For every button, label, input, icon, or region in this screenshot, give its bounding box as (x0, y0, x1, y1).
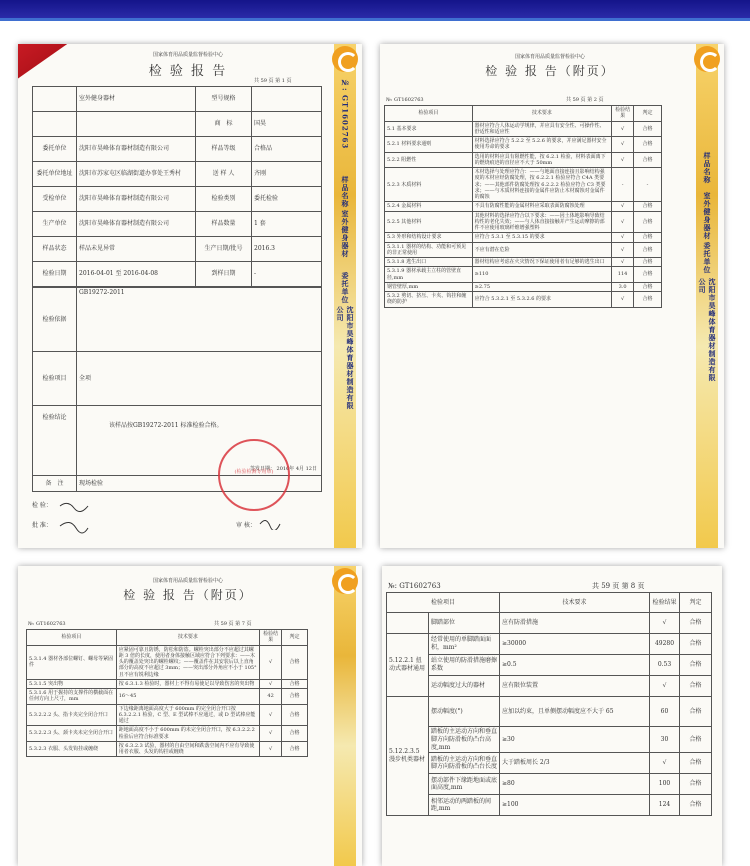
column-header: 技术要求 (116, 630, 259, 646)
table-row (385, 121, 662, 137)
field-value: 国昊 (252, 112, 322, 137)
table-cell: - (612, 168, 634, 202)
table-row (387, 774, 712, 795)
table-row (387, 676, 712, 697)
table-cell: 选用的材料应具有阻燃性能，按 6.2.1 检验，材料表面离下的燃烧痕迹的直径应不大于 50mm (472, 152, 611, 168)
table-cell: 运动幅度过大的器材 (429, 676, 500, 697)
report-page-3: 国家体育用品质量监督检验中心 检 验 报 告（附页） №: GT1602763 共 59 页 第 7 页 检验项目 技术要求 检验结果 判定 5.3.1.4 器材各部位螺钉、螺母等紧固件 应紧固可靠且防锈，防松和防盗。螺栓突出部分不应超过其螺距 3 倍的长度，使用者身体接触区域应符合下列要求：——木头的覆盖处突出的螺栓螺纹；——覆盖件在其安装后以上直角部分的高度不应超过 3mm；——突出部分外角应不小于 105°且不应有锐利边缘 √ 合格 5.3.1.5 突出物 按 6.3.1.3 检验时，器材上不得有易使足以导致伤害的突出物 √ 合格 5.3.1.6 用于握持的支撑件的横截面在任何方向上尺寸，mm 16～45 42 合格 5.3.2.2.2 头、指卡夹完全闭合开口 下边缘距离地面高度大于 600mm 的完全闭合开口按 6.3.2.2.1 检验，C 型、E 型试棒不应通过，或 D 型试棒应能通过 √ 合格 5.3.2.2.3 头、颈卡夹未完全闭合开口 距地面高度不小于 600mm 的未完全闭合开口，按 6.3.2.2.2 检验后应符合标准要求 √ 合格 5.3.2.3 衣服、头发钩挂或缠绕 按 6.3.2.3 试验，器材的自由空间和跌落空间内不应有导致使用者衣服、头发的钩挂或缠绕 √ 合格 (18, 566, 362, 866)
table-cell: 材料选择应符合 5.2.2 至 5.2.6 的要求，并应满足器材安全使用寿命的要求 (472, 137, 611, 153)
table-cell: ≥110 (472, 267, 611, 283)
info-row (33, 112, 322, 137)
report-number: №: GT1602763 (386, 97, 424, 103)
table-cell: ≥100 (500, 795, 650, 816)
center-logo-icon (332, 46, 358, 72)
org-name: 国家体育用品质量监督检验中心 (152, 52, 223, 58)
table-cell: 应加以约束，且单侧摆动幅度应不大于 65 (500, 697, 650, 727)
table-cell: ≥30 (500, 727, 650, 753)
table-cell: √ (612, 152, 634, 168)
table-cell: 合格 (634, 282, 662, 291)
table-cell: 合格 (634, 233, 662, 242)
field-value: 2016-04-01 至 2016-04-08 (77, 262, 196, 287)
field-value (252, 87, 322, 112)
table-cell: ≥30000 (500, 634, 650, 655)
table-cell: √ (650, 676, 680, 697)
side-label-strip (332, 566, 358, 866)
field-label: 检验日期 (33, 262, 77, 287)
column-header: 技术要求 (500, 593, 650, 613)
table-cell: 站立使用的防滑措施磨擦系数 (429, 655, 500, 676)
table-row (385, 292, 662, 308)
table-cell: √ (612, 202, 634, 211)
table-cell: 应符合 5.3.1 至 5.3.15 的要求 (472, 233, 611, 242)
table-cell: 5.2.5 其他材料 (385, 211, 473, 233)
report-page-2: 样品名称 室外健身器材 委托单位 沈阳市昊峰体育器材制造有限公司 国家体育用品质量监督检验中心 检 验 报 告（附页） №: GT1602763 共 59 页 第 2 页 检验项目 技术要求 检验结果 判定 5.1 基本要求 器材应符合人体运动学规律，并应具有安全性、可操作性、舒适性和适应性 √ 合格 5.2.1 材料要求通则 材料选择应符合 5.2.2 至 5.2.6 的要求，并应满足器材安全使用寿命的要求 √ 合格 5.2.2 阻燃性 选用的材料应具有阻燃性能，按 6.2.1 检验，材料表面离下的燃烧痕迹的直径应不大于 50mm √ 合格 5.2.3 木质材料 木材选择与处理应符合：——与地面直接连接且影响结构强度的木材应经防腐处理，按 6.2.2.1 检验应符合 C4A 类要求；——其他部件防腐处理按 6.2.2.2 检验应符合 C3 类要求；——与木质材料连接的金属件应防止木材腐蚀对金属件的腐蚀 - - 5.2.4 金属材料 不具有防腐性能的金属材料应采取表面防腐蚀处理 √ 合格 5.2.5 其他材料 其他材料的选择应符合以下要求：——因土体地影响导致结构性的老化失效；——与人体直接接触并产生运动摩擦的部件不应使用玻璃纤维增强塑料 √ 合格 5.3 外形和结构设计要求 应符合 5.3.1 至 5.3.15 的要求 √ 合格 5.3.1.1 器材的结构、功能和可预见的非正常使用 不应有潜在危险 √ 合格 5.3.1.8 逃生出口 器材结构应考虑在火灾情况下保证使用者有足够的逃生出口 √ 合格 5.3.1.9 器材承载主立柱的管壁直径,mm ≥110 114 合格 钢管壁厚,mm ≥2.75 3.0 合格 5.3.2 剪切、挤压、卡夹、钩挂和缠绕的防护 应符合 5.3.2.1 至 5.3.2.6 的要求 √ 合格 (380, 44, 724, 548)
field-value: 齐刚 (252, 162, 322, 187)
table-cell: ≥2.75 (472, 282, 611, 291)
report-title: 检 验 报 告 (148, 64, 228, 79)
report-page-4 (382, 566, 722, 866)
table-cell: √ (260, 679, 282, 688)
table-cell: 5.3.1.8 逃生出口 (385, 258, 473, 267)
table-cell: 合格 (680, 697, 712, 727)
table-row (27, 704, 308, 726)
info-row (33, 187, 322, 212)
field-label: 送 样 人 (196, 162, 252, 187)
info-row (33, 162, 322, 187)
field-label: 样品等级 (196, 137, 252, 162)
table-cell: √ (612, 121, 634, 137)
table-row (27, 689, 308, 705)
table-cell: √ (650, 613, 680, 634)
table-cell: 不具有防腐性能的金属材料应采取表面防腐蚀处理 (472, 202, 611, 211)
page-counter: 共 59 页 第 1 页 (254, 78, 292, 84)
table-cell: 合格 (282, 679, 308, 688)
table-cell: 器材结构应考虑在火灾情况下保证使用者有足够的逃生出口 (472, 258, 611, 267)
table-cell: 5.3 外形和结构设计要求 (385, 233, 473, 242)
field-label: 样品状态 (33, 237, 77, 262)
table-cell: 合格 (282, 645, 308, 679)
table-cell: √ (260, 645, 282, 679)
table-header (387, 593, 712, 613)
table-cell: 5.3.1.4 器材各部位螺钉、螺母等紧固件 (27, 645, 117, 679)
table-cell: 脚踏部位 (429, 613, 500, 634)
table-cell: 合格 (680, 753, 712, 774)
column-header: 检验结果 (260, 630, 282, 646)
column-header: 检验项目 (27, 630, 117, 646)
table-row (387, 697, 712, 727)
table-cell: 124 (650, 795, 680, 816)
table-cell: 合格 (282, 689, 308, 705)
table-cell: 合格 (282, 741, 308, 757)
requirements-table (26, 629, 308, 757)
info-row (33, 237, 322, 262)
info-table: 室外健身器材 型号规格 商 标 国昊 委托单位 沈阳市昊峰体育器材制造有限公司 样品等级 合格品 委托单位地址 沈阳市苏家屯区临湖街道办事处王秀村 送 样 人 齐刚 受检单位 沈阳市昊峰体育器材制造有限公司 检验类别 委托检验 生产单位 沈阳市昊峰体育器材制造有限公司 样品数量 1 套 样品状态 样品未见异常 生产日期/批号 2016.3 检验日期 2016-04-01 至 2016-04-08 到样日期 - 检验依据 GB19272-2011 检验项目 全项 检验结论 该样品按GB19272-2011 标准检验合格。 签发日期： 2016年 4月 12日 备 注 现场检验 (32, 86, 322, 492)
top-bar (0, 0, 750, 18)
table-cell: 42 (260, 689, 282, 705)
page-counter: 共 59 页 第 2 页 (566, 97, 604, 103)
page-counter: 共 59 页 第 7 页 (214, 621, 252, 627)
table-cell: 器材应符合人体运动学规律，并应具有安全性、可操作性、舒适性和适应性 (472, 121, 611, 137)
table-row (387, 727, 712, 753)
table-row (27, 645, 308, 679)
table-cell: 合格 (634, 211, 662, 233)
info-row (33, 262, 322, 287)
side-label-strip: №: GT1602763 样品名称 室外健身器材 委托单位 沈阳市昊峰体育器材制造有限公司 (332, 44, 358, 548)
table-cell: 5.2.4 金属材料 (385, 202, 473, 211)
field-label: 受检单位 (33, 187, 77, 212)
table-cell: 5.3.1.9 器材承载主立柱的管壁直径,mm (385, 267, 473, 283)
table-cell: √ (260, 741, 282, 757)
field-label: 到样日期 (196, 262, 252, 287)
table-cell: 5.3.2.2.3 头、颈卡夹未完全闭合开口 (27, 726, 117, 742)
group-label: 5.12.2.3.5 漫步机类器材 (387, 697, 429, 816)
table-cell: 5.3.1.5 突出物 (27, 679, 117, 688)
table-cell: 0.53 (650, 655, 680, 676)
table-cell: 5.3.2 剪切、挤压、卡夹、钩挂和缠绕的防护 (385, 292, 473, 308)
table-cell: 应有限位装置 (500, 676, 650, 697)
table-cell: 钢管壁厚,mm (385, 282, 473, 291)
table-row (27, 679, 308, 688)
info-row (33, 87, 322, 112)
table-cell: √ (612, 137, 634, 153)
table-cell: 合格 (634, 137, 662, 153)
table-cell: 合格 (634, 202, 662, 211)
inspection-stamp: (检验检测专用章) (218, 439, 290, 511)
table-cell: 114 (612, 267, 634, 283)
table-row (385, 267, 662, 283)
table-cell: 应有防滑措施 (500, 613, 650, 634)
table-row (385, 282, 662, 291)
table-cell: 按 6.3.2.3 试验，器材的自由空间和跌落空间内不应有导致使用者衣服、头发的钩挂或缠绕 (116, 741, 259, 757)
table-cell: 木材选择与处理应符合：——与地面直接连接且影响结构强度的木材应经防腐处理，按 6.2.2.1 检验应符合 C4A 类要求；——其他部件防腐处理按 6.2.2.2 检验应符合 C3 类要求；——与木质材料连接的金属件应防止木材腐蚀对金属件的腐蚀 (472, 168, 611, 202)
table-cell: √ (612, 211, 634, 233)
column-header: 检验结果 (612, 106, 634, 122)
top-accent-line (0, 18, 750, 21)
column-header: 判定 (634, 106, 662, 122)
table-cell: ≥0.5 (500, 655, 650, 676)
table-cell: 合格 (680, 655, 712, 676)
field-label: 生产单位 (33, 212, 77, 237)
info-row (33, 212, 322, 237)
field-value: 合格品 (252, 137, 322, 162)
table-cell: 踏板的主运动方向和垂直脚方向防滑板的凸台长度 (429, 753, 500, 774)
table-cell: 合格 (680, 613, 712, 634)
page-counter: 共 59 页 第 8 页 (592, 582, 645, 590)
signature-mark-review (258, 516, 288, 530)
table-cell: √ (612, 292, 634, 308)
table-cell: 合格 (680, 774, 712, 795)
field-label (33, 112, 77, 137)
field-label: 检验类别 (196, 187, 252, 212)
table-header (385, 106, 662, 122)
column-header: 判定 (282, 630, 308, 646)
table-row (387, 634, 712, 655)
table-cell: 合格 (680, 795, 712, 816)
table-cell: √ (260, 704, 282, 726)
table-cell: 5.1 基本要求 (385, 121, 473, 137)
report-page-1 (18, 44, 362, 548)
table-cell: - (634, 168, 662, 202)
table-cell: √ (612, 242, 634, 258)
table-cell: 100 (650, 774, 680, 795)
table-cell: 下边缘距离地面高度大于 600mm 的完全闭合开口按 6.3.2.2.1 检验，C 型、E 型试棒不应通过，或 D 型试棒应能通过 (116, 704, 259, 726)
field-label: 委托单位 (33, 137, 77, 162)
field-value: 沈阳市苏家屯区临湖街道办事处王秀村 (77, 162, 196, 187)
table-cell: 按 6.3.1.3 检验时，器材上不得有易使足以导致伤害的突出物 (116, 679, 259, 688)
field-label: 委托单位地址 (33, 162, 77, 187)
requirements-table (386, 592, 712, 816)
table-cell: 合格 (282, 704, 308, 726)
table-row (387, 613, 712, 634)
field-value: 样品未见异常 (77, 237, 196, 262)
table-row (385, 152, 662, 168)
table-cell: 不应有潜在危险 (472, 242, 611, 258)
table-cell: 应符合 5.3.2.1 至 5.3.2.6 的要求 (472, 292, 611, 308)
field-label (33, 87, 77, 112)
table-cell: 5.3.2.2.2 头、指卡夹完全闭合开口 (27, 704, 117, 726)
report-title: 检 验 报 告（附页） (123, 588, 253, 602)
table-row (385, 137, 662, 153)
table-cell: 5.2.3 木质材料 (385, 168, 473, 202)
field-value: 沈阳市昊峰体育器材制造有限公司 (77, 137, 196, 162)
table-row (27, 741, 308, 757)
table-cell: 合格 (634, 258, 662, 267)
field-value (77, 112, 196, 137)
table-row (385, 233, 662, 242)
table-cell: 其他材料的选择应符合以下要求：——因土体地影响导致结构性的老化失效；——与人体直接接触并产生运动摩擦的部件不应使用玻璃纤维增强塑料 (472, 211, 611, 233)
table-cell: 经常使用的单脚踏面面积，mm² (429, 634, 500, 655)
table-cell: √ (260, 726, 282, 742)
table-cell: 合格 (634, 267, 662, 283)
table-cell: 合格 (282, 726, 308, 742)
table-cell: 距地面高度不小于 600mm 的未完全闭合开口，按 6.3.2.2.2 检验后应符合标准要求 (116, 726, 259, 742)
table-cell: 合格 (680, 676, 712, 697)
table-row (385, 242, 662, 258)
group-label: 5.12.2.1 扭动式器材通用 (387, 634, 429, 697)
inspector-sign: 检 验： (32, 502, 52, 509)
table-cell: 大于踏板周长 2/3 (500, 753, 650, 774)
column-header: 技术要求 (472, 106, 611, 122)
table-cell: 5.2.1 材料要求通则 (385, 137, 473, 153)
table-cell: 5.3.2.3 衣服、头发钩挂或缠绕 (27, 741, 117, 757)
field-label: 型号规格 (196, 87, 252, 112)
column-header: 检验项目 (387, 593, 500, 613)
field-label: 商 标 (196, 112, 252, 137)
table-cell: 30 (650, 727, 680, 753)
column-header: 判定 (680, 593, 712, 613)
signature-marks (58, 498, 108, 538)
table-row (385, 258, 662, 267)
column-header: 检验项目 (385, 106, 473, 122)
table-cell: √ (650, 753, 680, 774)
field-value: 2016.3 (252, 237, 322, 262)
table-cell: 合格 (634, 121, 662, 137)
field-value: 室外健身器材 (77, 87, 196, 112)
field-value: 委托检验 (252, 187, 322, 212)
table-row (387, 795, 712, 816)
table-header (27, 630, 308, 646)
table-cell: ≥80 (500, 774, 650, 795)
table-cell: 49280 (650, 634, 680, 655)
table-row (385, 168, 662, 202)
approver-sign: 批 准： (32, 522, 52, 529)
reviewer-sign: 审 核： (236, 522, 256, 529)
table-row (27, 726, 308, 742)
table-cell: 合格 (634, 242, 662, 258)
side-report-number: №: GT1602763 (340, 78, 350, 150)
table-row (387, 753, 712, 774)
table-cell: 踏板的主运动方向和垂直脚方向防滑板的凸台高度,mm (429, 727, 500, 753)
center-logo-icon (332, 568, 358, 594)
requirements-table (384, 105, 662, 308)
field-value: 1 套 (252, 212, 322, 237)
field-value: 沈阳市昊峰体育器材制造有限公司 (77, 212, 196, 237)
column-header: 检验结果 (650, 593, 680, 613)
table-cell: 16～45 (116, 689, 259, 705)
table-cell: √ (612, 258, 634, 267)
table-cell: 合格 (634, 292, 662, 308)
field-value: - (252, 262, 322, 287)
table-row (385, 202, 662, 211)
table-cell: √ (612, 233, 634, 242)
table-cell: 合格 (680, 634, 712, 655)
side-label-strip: 样品名称 室外健身器材 委托单位 沈阳市昊峰体育器材制造有限公司 (694, 44, 720, 548)
field-label: 生产日期/批号 (196, 237, 252, 262)
table-cell: 60 (650, 697, 680, 727)
table-cell: 摆动部件下缘距地面或底面高度,mm (429, 774, 500, 795)
table-cell: 合格 (634, 152, 662, 168)
table-row (385, 211, 662, 233)
table-cell: 摆动幅度(°) (429, 697, 500, 727)
info-row (33, 137, 322, 162)
table-row (387, 655, 712, 676)
report-number: №: GT1602763 (28, 621, 66, 627)
center-logo-icon (694, 46, 720, 72)
table-cell: 相邻运动的两踏板的间距,mm (429, 795, 500, 816)
table-cell: 5.2.2 阻燃性 (385, 152, 473, 168)
report-title: 检 验 报 告（附页） (485, 64, 615, 78)
report-number: №: GT1602763 (388, 582, 441, 590)
group-label (387, 613, 429, 634)
table-cell: 应紧固可靠且防锈，防松和防盗。螺栓突出部分不应超过其螺距 3 倍的长度，使用者身体接触区域应符合下列要求：——木头的覆盖处突出的螺栓螺纹；——覆盖件在其安装后以上直角部分的高度不应超过 3mm；——突出部分外角应不小于 105°且不应有锐利边缘 (116, 645, 259, 679)
field-value: 沈阳市昊峰体育器材制造有限公司 (77, 187, 196, 212)
field-label: 样品数量 (196, 212, 252, 237)
table-cell: 5.3.1.6 用于握持的支撑件的横截面在任何方向上尺寸，mm (27, 689, 117, 705)
table-cell: 合格 (680, 727, 712, 753)
table-cell: 3.0 (612, 282, 634, 291)
table-cell: 5.3.1.1 器材的结构、功能和可预见的非正常使用 (385, 242, 473, 258)
